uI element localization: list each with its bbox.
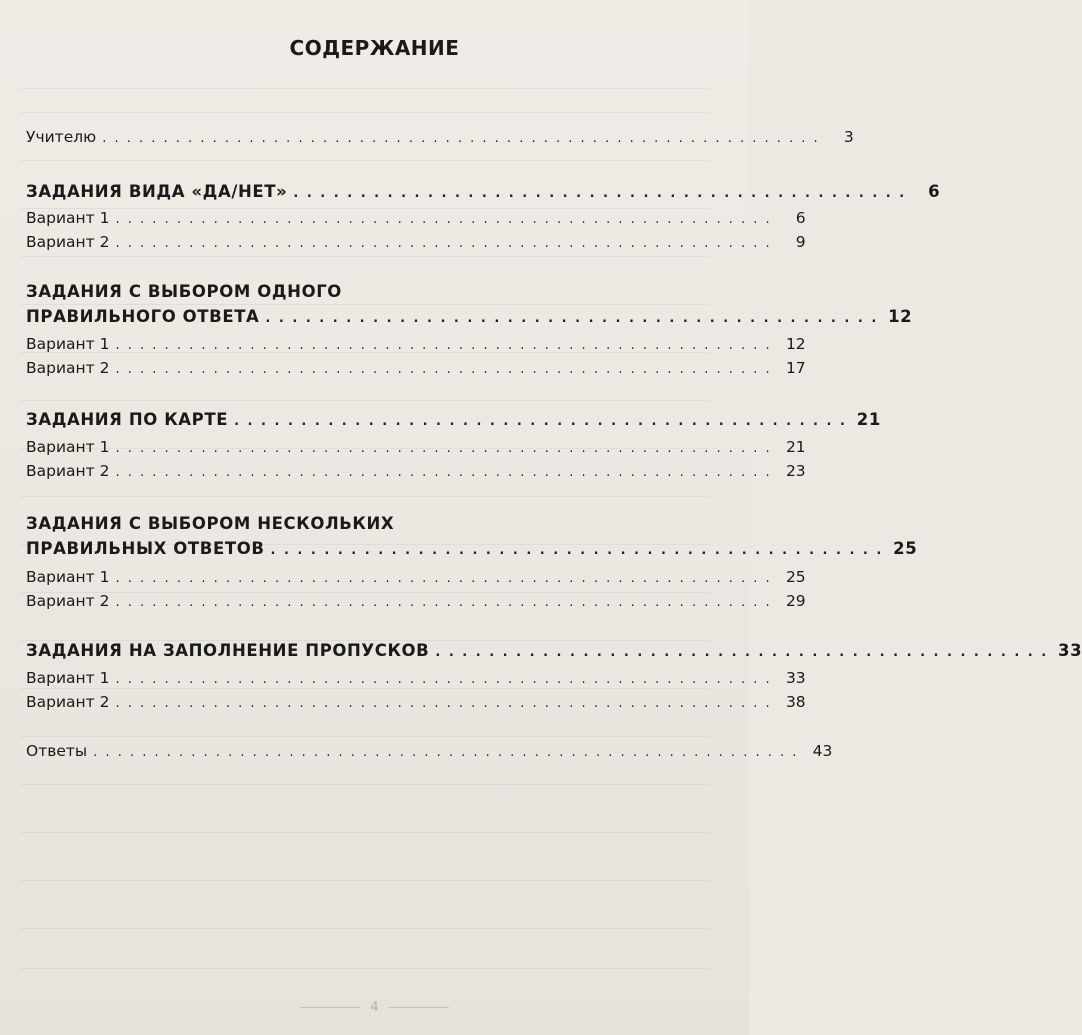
toc-page-number: 9 xyxy=(795,233,806,251)
toc-entry-label: Вариант 1 xyxy=(26,669,110,687)
toc-page-number: 17 xyxy=(785,359,806,377)
footer-rule-left xyxy=(300,1007,360,1008)
toc-page-number: 21 xyxy=(856,410,881,429)
leader-dots: . . . . . . . . . . . . . . . . . . . . . . . . . . . . . . . . . . . . . . . . . . . . . . . . . . . . . . xyxy=(115,212,772,227)
toc-page-number: 43 xyxy=(812,742,833,760)
toc-page-number: 25 xyxy=(785,568,806,586)
toc-section-title: ПРАВИЛЬНОГО ОТВЕТА xyxy=(26,307,260,326)
leader-dots: . . . . . . . . . . . . . . . . . . . . . . . . . . . . . . . . . . . . . . . . . . . . . . . . . . . . . . xyxy=(115,236,772,251)
toc-entry-map-variant-2[interactable] xyxy=(26,461,806,483)
toc-entry-label: Вариант 1 xyxy=(26,438,110,456)
toc-page-number: 3 xyxy=(843,128,854,146)
toc-entry-label: Учителю xyxy=(26,128,97,146)
toc-page-number: 21 xyxy=(785,438,806,456)
toc-page-number: 12 xyxy=(785,335,806,353)
toc-section-fill-gaps[interactable] xyxy=(26,641,1082,663)
toc-section-multi-choice[interactable] xyxy=(26,539,918,561)
toc-entry-label: Вариант 1 xyxy=(26,335,110,353)
toc-page-number: 6 xyxy=(928,182,941,201)
leader-dots: . . . . . . . . . . . . . . . . . . . . . . . . . . . . . . . . . . . . . . . . . . . . . . . . . . . . . . xyxy=(115,362,772,377)
toc-section-title: ПРАВИЛЬНЫХ ОТВЕТОВ xyxy=(26,539,265,558)
leader-dots: . . . . . . . . . . . . . . . . . . . . . . . . . . . . . . . . . . . . . . . . . . . . . . . . . . . . . . xyxy=(115,696,772,711)
toc-page-number: 6 xyxy=(795,209,806,227)
toc-section-title-line-1: ЗАДАНИЯ С ВЫБОРОМ ОДНОГО xyxy=(26,282,342,301)
leader-dots: . . . . . . . . . . . . . . . . . . . . . . . . . . . . . . . . . . . . . . . . . . . . . . . . . . . . . . xyxy=(115,338,772,353)
toc-page-number: 23 xyxy=(785,462,806,480)
toc-entry-answers[interactable] xyxy=(26,741,833,763)
leader-dots: . . . . . . . . . . . . . . . . . . . . . . . . . . . . . . . . . . . . . . . . . . . . . . xyxy=(265,311,879,326)
toc-entry-label: Вариант 2 xyxy=(26,359,110,377)
page-title: СОДЕРЖАНИЕ xyxy=(289,36,460,60)
toc-entry-single-choice-variant-2[interactable] xyxy=(26,358,806,380)
toc-section-title: ЗАДАНИЯ ВИДА «ДА/НЕТ» xyxy=(26,182,288,201)
leader-dots: . . . . . . . . . . . . . . . . . . . . . . . . . . . . . . . . . . . . . . . . . . . . . . xyxy=(270,543,884,558)
footer-rule-right xyxy=(389,1007,449,1008)
toc-entry-teacher[interactable] xyxy=(26,127,854,149)
page-footer xyxy=(0,1000,749,1015)
toc-entry-label: Вариант 1 xyxy=(26,209,110,227)
toc-entry-fill-gaps-variant-1[interactable] xyxy=(26,668,806,690)
toc-entry-label: Вариант 2 xyxy=(26,233,110,251)
toc-entry-multi-choice-variant-2[interactable] xyxy=(26,591,806,613)
page-number: 4 xyxy=(370,1000,379,1015)
toc-section-title: ЗАДАНИЯ НА ЗАПОЛНЕНИЕ ПРОПУСКОВ xyxy=(26,641,430,660)
toc-page-number: 33 xyxy=(785,669,806,687)
toc-section-yes-no[interactable] xyxy=(26,182,941,204)
leader-dots: . . . . . . . . . . . . . . . . . . . . . . . . . . . . . . . . . . . . . . . . . . . . . . xyxy=(435,645,1049,660)
leader-dots: . . . . . . . . . . . . . . . . . . . . . . . . . . . . . . . . . . . . . . . . . . . . . . . . . . . . . . xyxy=(115,441,772,456)
toc-entry-yes-no-variant-2[interactable] xyxy=(26,232,806,254)
toc-entry-yes-no-variant-1[interactable] xyxy=(26,208,806,230)
toc-section-map[interactable] xyxy=(26,410,881,432)
toc-entry-fill-gaps-variant-2[interactable] xyxy=(26,692,806,714)
toc-entry-single-choice-variant-1[interactable] xyxy=(26,334,806,356)
toc-entry-label: Вариант 2 xyxy=(26,592,110,610)
toc-page-number: 33 xyxy=(1058,641,1082,660)
toc-page-number: 29 xyxy=(785,592,806,610)
leader-dots: . . . . . . . . . . . . . . . . . . . . . . . . . . . . . . . . . . . . . . . . . . . . . . xyxy=(234,414,847,429)
leader-dots: . . . . . . . . . . . . . . . . . . . . . . . . . . . . . . . . . . . . . . . . . . . . . . . . . . . . . . . . . . xyxy=(93,745,799,760)
leader-dots: . . . . . . . . . . . . . . . . . . . . . . . . . . . . . . . . . . . . . . . . . . . . . . xyxy=(293,186,907,201)
leader-dots: . . . . . . . . . . . . . . . . . . . . . . . . . . . . . . . . . . . . . . . . . . . . . . . . . . . . . . xyxy=(115,595,772,610)
toc-entry-label: Вариант 1 xyxy=(26,568,110,586)
leader-dots: . . . . . . . . . . . . . . . . . . . . . . . . . . . . . . . . . . . . . . . . . . . . . . . . . . . . . . . . . . . xyxy=(102,131,820,146)
toc-page-number: 38 xyxy=(785,693,806,711)
toc-entry-label: Вариант 2 xyxy=(26,693,110,711)
leader-dots: . . . . . . . . . . . . . . . . . . . . . . . . . . . . . . . . . . . . . . . . . . . . . . . . . . . . . . xyxy=(115,465,772,480)
toc-section-single-choice[interactable] xyxy=(26,307,913,329)
leader-dots: . . . . . . . . . . . . . . . . . . . . . . . . . . . . . . . . . . . . . . . . . . . . . . . . . . . . . . xyxy=(115,571,772,586)
toc-entry-label: Ответы xyxy=(26,742,88,760)
toc-page-number: 25 xyxy=(893,539,918,558)
toc-entry-multi-choice-variant-1[interactable] xyxy=(26,567,806,589)
toc-section-title: ЗАДАНИЯ ПО КАРТЕ xyxy=(26,410,229,429)
leader-dots: . . . . . . . . . . . . . . . . . . . . . . . . . . . . . . . . . . . . . . . . . . . . . . . . . . . . . . xyxy=(115,672,772,687)
toc-section-title-line-1: ЗАДАНИЯ С ВЫБОРОМ НЕСКОЛЬКИХ xyxy=(26,514,395,533)
toc-page-number: 12 xyxy=(888,307,913,326)
toc-entry-label: Вариант 2 xyxy=(26,462,110,480)
toc-entry-map-variant-1[interactable] xyxy=(26,437,806,459)
